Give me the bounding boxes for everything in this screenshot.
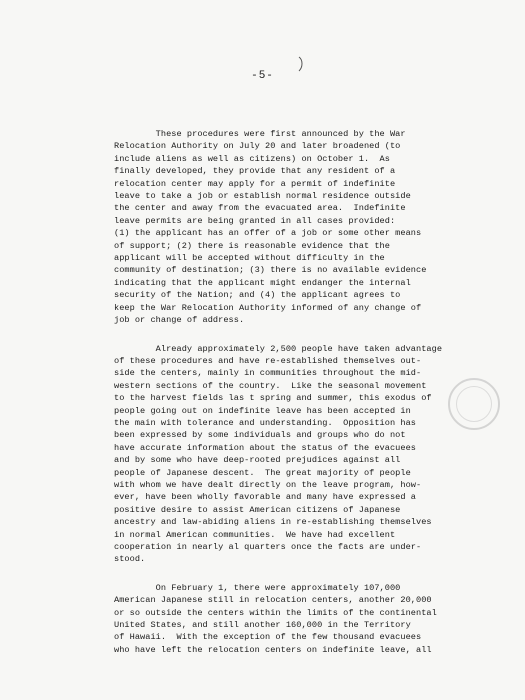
text-line: with whom we have dealt directly on the leave program, how- <box>114 479 422 490</box>
text-line: indicating that the applicant might endanger the internal <box>114 277 411 288</box>
text-line: western sections of the country. Like the seasonal movement <box>114 380 427 391</box>
text-line: cooperation in nearly al quarters once the facts are under- <box>114 542 422 552</box>
text-line: been expressed by some individuals and groups who do not <box>114 430 406 441</box>
text-line: people of Japanese descent. The great majority of people <box>114 467 411 478</box>
text-line: These procedures were first announced by the War <box>114 129 406 139</box>
body-text <box>114 128 496 672</box>
text-line: stood. <box>114 554 146 565</box>
text-line: ever, have been wholly favorable and many have expressed a <box>114 492 417 503</box>
text-line: of Hawaii. With the exception of the few thousand evacuees <box>114 632 422 643</box>
text-line: ancestry and law-abiding aliens in re-establishing themselves <box>114 517 432 528</box>
text-line: or so outside the centers within the limits of the continental <box>114 607 437 618</box>
text-line: leave to take a job or establish normal residence outside <box>114 191 411 202</box>
paragraph-leave-program <box>114 343 496 566</box>
text-line: of support; (2) there is reasonable evidence that the <box>114 240 390 251</box>
text-line: include aliens as well as citizens) on October 1. As <box>114 153 390 164</box>
page-number: -5- <box>251 70 274 82</box>
text-line: Relocation Authority on July 20 and later broadened (to <box>114 141 401 152</box>
text-line: the main with tolerance and understanding. Opposition has <box>114 417 417 428</box>
text-line: relocation center may apply for a permit of indefinite <box>114 178 396 189</box>
text-line: have accurate information about the status of the evacuees <box>114 442 417 453</box>
text-line: (1) the applicant has an offer of a job or some other means <box>114 228 422 239</box>
archive-stamp-icon <box>448 378 500 430</box>
text-line: to the harvest fields las t spring and summer, this exodus of <box>114 393 432 404</box>
text-line: security of the Nation; and (4) the applicant agrees to <box>114 290 401 301</box>
text-line: who have left the relocation centers on indefinite leave, all <box>114 644 432 655</box>
text-line: applicant will be accepted without difficulty in the <box>114 253 385 264</box>
text-line: United States, and still another 160,000 in the Territory <box>114 620 411 631</box>
text-line: the center and away from the evacuated area. Indefinite <box>114 203 406 214</box>
text-line: people going out on indefinite leave has been accepted in <box>114 405 411 416</box>
text-line: American Japanese still in relocation centers, another 20,000 <box>114 595 432 606</box>
text-line: keep the War Relocation Authority informed of any change of <box>114 302 422 313</box>
text-line: finally developed, they provide that any resident of a <box>114 166 396 177</box>
paragraph-procedures <box>114 128 496 327</box>
text-line: community of destination; (3) there is no available evidence <box>114 265 427 276</box>
text-line: On February 1, there were approximately 107,000 <box>114 582 401 593</box>
text-line: positive desire to assist American citizens of Japanese <box>114 504 401 515</box>
paragraph-evacuee-count <box>114 582 496 656</box>
text-line: leave permits are being granted in all cases provided: <box>114 215 396 226</box>
text-line: side the centers, mainly in communities throughout the mid- <box>114 368 422 379</box>
text-line: Already approximately 2,500 people have taken advantage <box>114 343 443 354</box>
text-line: of these procedures and have re-established themselves out- <box>114 355 422 366</box>
text-line: in normal American communities. We have had excellent <box>114 529 396 540</box>
text-line: job or change of address. <box>114 315 245 326</box>
text-line: and by some who have deep-rooted prejudices against all <box>114 455 401 466</box>
